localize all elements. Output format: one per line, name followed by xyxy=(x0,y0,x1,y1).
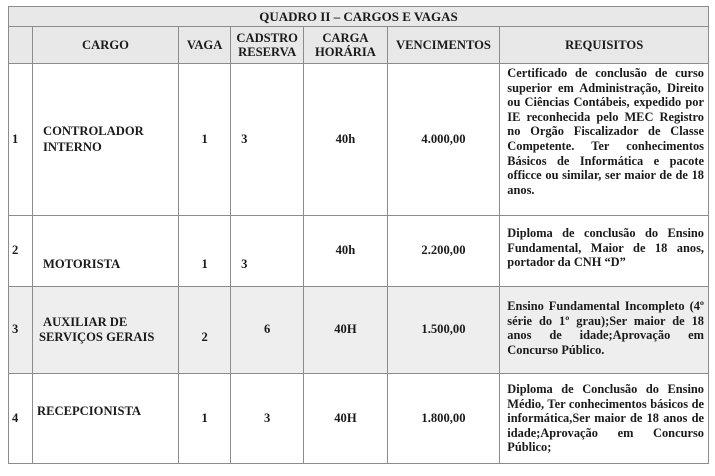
cadastro-cell: 3 xyxy=(231,374,304,464)
header-carga-line1: CARGA xyxy=(322,31,369,45)
header-carga-line2: HORÁRIA xyxy=(314,45,376,59)
vaga-cell: 1 xyxy=(179,216,231,287)
vaga-cell: 1 xyxy=(179,374,231,464)
table-row xyxy=(9,374,709,464)
row-number: 1 xyxy=(9,64,33,216)
table-row xyxy=(9,216,709,287)
table-row xyxy=(9,64,709,216)
cargo-line1: MOTORISTA xyxy=(42,256,121,271)
cargo-cell xyxy=(32,64,178,216)
header-cadastro-reserva xyxy=(231,27,304,64)
carga-cell: 40H xyxy=(304,287,387,374)
cargo-cell xyxy=(32,216,178,287)
cargo-cell xyxy=(32,287,178,374)
header-cadastro-line2: RESERVA xyxy=(238,45,297,59)
carga-cell: 40h xyxy=(304,216,387,287)
cargo-line2: INTERNO xyxy=(42,139,102,154)
vencimentos-cell: 1.500,00 xyxy=(387,287,500,374)
header-vaga: VAGA xyxy=(179,27,231,64)
row-number: 3 xyxy=(9,287,33,374)
header-vencimentos: VENCIMENTOS xyxy=(387,27,500,64)
header-cadastro-line1: CADSTRO xyxy=(236,31,298,45)
header-row xyxy=(9,27,709,64)
vencimentos-cell: 1.800,00 xyxy=(387,374,500,464)
cargo-line1: AUXILIAR DE xyxy=(42,314,128,329)
cargo-cell xyxy=(32,374,178,464)
vencimentos-cell: 2.200,00 xyxy=(387,216,500,287)
cargo-line1: CONTROLADOR xyxy=(42,124,144,139)
cadastro-cell: 3 xyxy=(231,216,304,287)
header-num xyxy=(9,27,33,64)
table-title: QUADRO II – CARGOS E VAGAS xyxy=(9,7,709,27)
requisitos-cell: Certificado de conclusão de curso superior em Administração, Direito ou Ciências Contábeis, expedido por IE reconhecida pelo MEC Registro no Orgão Fiscalizador de Classe Competente. Ter conhecimentos Básicos de Informática e pacote officce ou similar, ser maior de de 18 anos. xyxy=(500,64,709,216)
header-requisitos: REQUISITOS xyxy=(500,27,709,64)
header-carga-horaria xyxy=(304,27,387,64)
row-number: 2 xyxy=(9,216,33,287)
requisitos-cell: Diploma de Conclusão do Ensino Médio, Ter conhecimentos básicos de informática,Ser maior de 18 anos de idade;Aprovação em Concurso Público; xyxy=(500,374,709,464)
table-row xyxy=(9,287,709,374)
carga-cell: 40h xyxy=(304,64,387,216)
requisitos-cell: Diploma de conclusão do Ensino Fundamental, Maior de 18 anos, portador da CNH “D” xyxy=(500,216,709,287)
cargos-vagas-table xyxy=(8,6,709,464)
cadastro-cell: 3 xyxy=(231,64,304,216)
row-number: 4 xyxy=(9,374,33,464)
cargo-line1: RECEPCIONISTA xyxy=(36,404,142,418)
vencimentos-cell: 4.000,00 xyxy=(387,64,500,216)
requisitos-cell: Ensino Fundamental Incompleto (4º série do 1º grau);Ser maior de 18 anos de idade;Aprovação em Concurso Público. xyxy=(500,287,709,374)
cargo-line2: SERVIÇOS GERAIS xyxy=(38,330,155,344)
carga-cell: 40H xyxy=(304,374,387,464)
header-cargo: CARGO xyxy=(32,27,178,64)
vaga-cell: 2 xyxy=(179,287,231,374)
cadastro-cell: 6 xyxy=(231,287,304,374)
vaga-cell: 1 xyxy=(179,64,231,216)
